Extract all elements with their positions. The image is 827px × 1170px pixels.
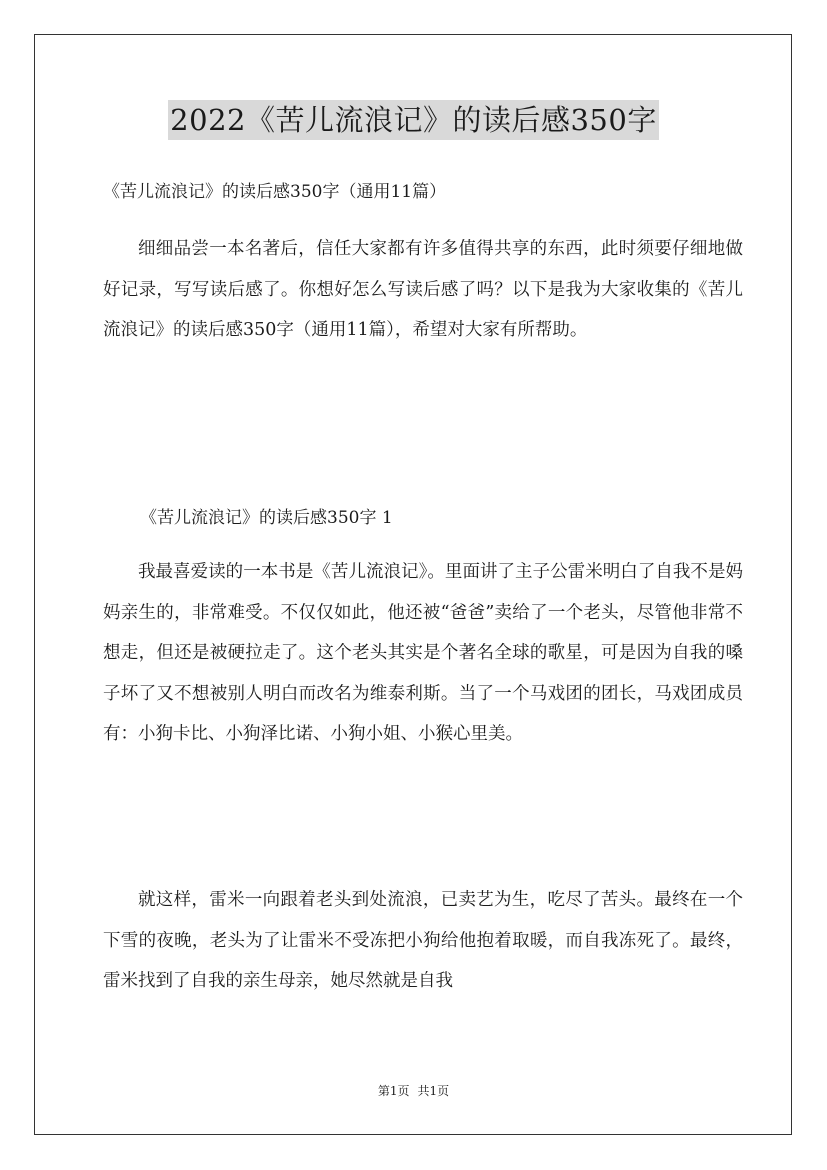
page-footer <box>0 1082 827 1100</box>
document-subtitle: 《苦儿流浪记》的读后感350字（通用11篇） <box>103 182 447 202</box>
body-paragraph-1: 我最喜爱读的一本书是《苦儿流浪记》。里面讲了主子公雷米明白了自我不是妈妈亲生的，非常难受。不仅仅如此，他还被“爸爸”卖给了一个老头，尽管他非常不想走，但还是被硬拉走了。这个老头其实是个著名全球的歌星，可是因为自我的嗓子坏了又不想被别人明白而改名为维泰利斯。当了一个马戏团的团长，马戏团成员有：小狗卡比、小狗泽比诺、小狗小姐、小猴心里美。 <box>103 562 743 744</box>
intro-paragraph: 细细品尝一本名著后，信任大家都有许多值得共享的东西，此时须要仔细地做好记录，写写读后感了。你想好怎么写读后感了吗？以下是我为大家收集的《苦儿流浪记》的读后感350字（通用11篇），希望对大家有所帮助。 <box>103 239 743 340</box>
title-container <box>0 100 827 140</box>
section-heading: 《苦儿流浪记》的读后感350字 1 <box>140 508 393 528</box>
page-number-current: 第1页 <box>377 1084 410 1098</box>
document-title: 2022《苦儿流浪记》的读后感350字 <box>168 100 659 140</box>
page-number-total: 共1页 <box>417 1084 450 1098</box>
body-paragraph-2: 就这样，雷米一向跟着老头到处流浪，已卖艺为生，吃尽了苦头。最终在一个下雪的夜晚，老头为了让雷米不受冻把小狗给他抱着取暖，而自我冻死了。最终，雷米找到了自我的亲生母亲，她尽然就是自我 <box>103 890 743 991</box>
